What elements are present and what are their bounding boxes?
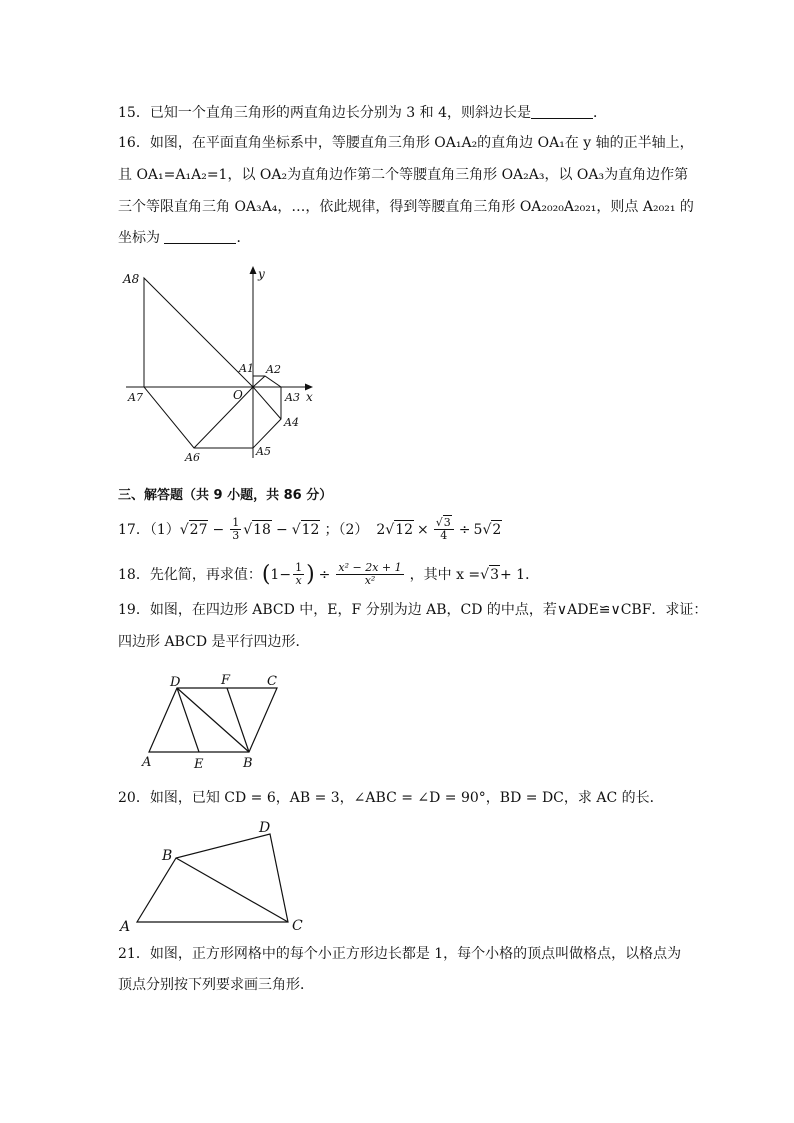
- question-19-line1: 19．如图，在四边形 ABCD 中，E，F 分别为边 AB，CD 的中点，若∨ADE≌∨CBF．求证：: [118, 602, 708, 618]
- label-A: A: [142, 755, 152, 770]
- label-B: B: [243, 756, 253, 771]
- question-15-text: 15．已知一个直角三角形的两直角边长分别为 3 和 4，则斜边长是: [118, 105, 531, 121]
- question-17: 17．（1） √ 27 − $\frac{1}{3}$ √ 18 − √ 12 ；（2） 2 √ 12 × $\frac{√3}{4}$ ÷ 5 √ 2: [118, 516, 502, 542]
- label-x: x: [306, 390, 313, 404]
- fraction-root3-over-4: $\frac{√3}{4}$: [434, 517, 454, 542]
- y-axis-arrow: [250, 266, 257, 274]
- question-21-line2: 顶点分别按下列要求画三角形．: [118, 977, 314, 993]
- label-A: A: [120, 919, 131, 935]
- segment-O-A2: [253, 376, 265, 387]
- label-C: C: [292, 918, 303, 934]
- segment-BC: [176, 858, 288, 922]
- spiral-outline: [144, 278, 281, 448]
- label-O: O: [233, 388, 243, 402]
- question-16-line2: 且 OA₁=A₁A₂=1，以 OA₂为直角边作第二个等腰直角三角形 OA₂A₃，以 OA₃为直角边作第: [118, 167, 689, 183]
- section-3-title: 三、解答题（共 9 小题，共 86 分）: [118, 488, 333, 503]
- label-B: B: [162, 848, 173, 864]
- answer-blank: [531, 106, 593, 119]
- label-A6: A6: [185, 451, 200, 464]
- label-F: F: [221, 673, 231, 688]
- answer-blank: [164, 231, 236, 244]
- question-18: 18．先化简，再求值： ( 1− $\frac{1}{x}$ ) ÷ $\frac{\text{x² − 2x + 1}}{\text{x²}}$ ，其中 x = √ 3 + 1．: [118, 561, 540, 587]
- question-21-line1: 21．如图，正方形网格中的每个小正方形边长都是 1，每个小格的顶点叫做格点，以格点为: [118, 946, 682, 962]
- figure-16-coordinate-diagram: [118, 262, 328, 472]
- figure-19-parallelogram: [138, 670, 288, 772]
- label-C: C: [267, 674, 277, 689]
- question-16-line1: 16．如图，在平面直角坐标系中，等腰直角三角形 OA₁A₂的直角边 OA₁在 y 轴的正半轴上，: [118, 135, 694, 151]
- label-A7: A7: [128, 391, 143, 404]
- question-16-line3: 三个等限直角三角 OA₃A₄，…，依此规律，得到等腰直角三角形 OA₂₀₂₀A₂₀₂₁，则点 A₂₀₂₁ 的: [118, 199, 694, 215]
- label-y: y: [258, 267, 265, 281]
- segment-O-A4: [253, 387, 281, 419]
- question-16-line4: 坐标为 ．: [118, 230, 251, 246]
- label-A4: A4: [284, 416, 299, 429]
- label-D: D: [259, 820, 271, 836]
- label-A8: A8: [123, 272, 140, 286]
- segment-O-A6: [194, 387, 253, 448]
- fraction-one-third: $\frac{1}{3}$: [232, 516, 240, 542]
- label-A2: A2: [266, 363, 281, 376]
- label-E: E: [194, 757, 204, 772]
- question-20: 20．如图，已知 CD = 6，AB = 3，∠ABC = ∠D = 90°，BD = DC，求 AC 的长．: [118, 790, 664, 806]
- fraction-1-over-x: $\frac{1}{x}$: [295, 561, 303, 587]
- label-A1: A1: [239, 362, 254, 375]
- question-15: 15．已知一个直角三角形的两直角边长分别为 3 和 4，则斜边长是 ．: [118, 105, 607, 121]
- label-A3: A3: [285, 391, 300, 404]
- figure-20-quadrilateral: [118, 812, 318, 936]
- label-D: D: [170, 675, 181, 690]
- fraction-polynomial: $\frac{\text{x² − 2x + 1}}{\text{x²}}$: [338, 561, 402, 587]
- label-A5: A5: [256, 445, 271, 458]
- question-19-line2: 四边形 ABCD 是平行四边形．: [118, 634, 310, 650]
